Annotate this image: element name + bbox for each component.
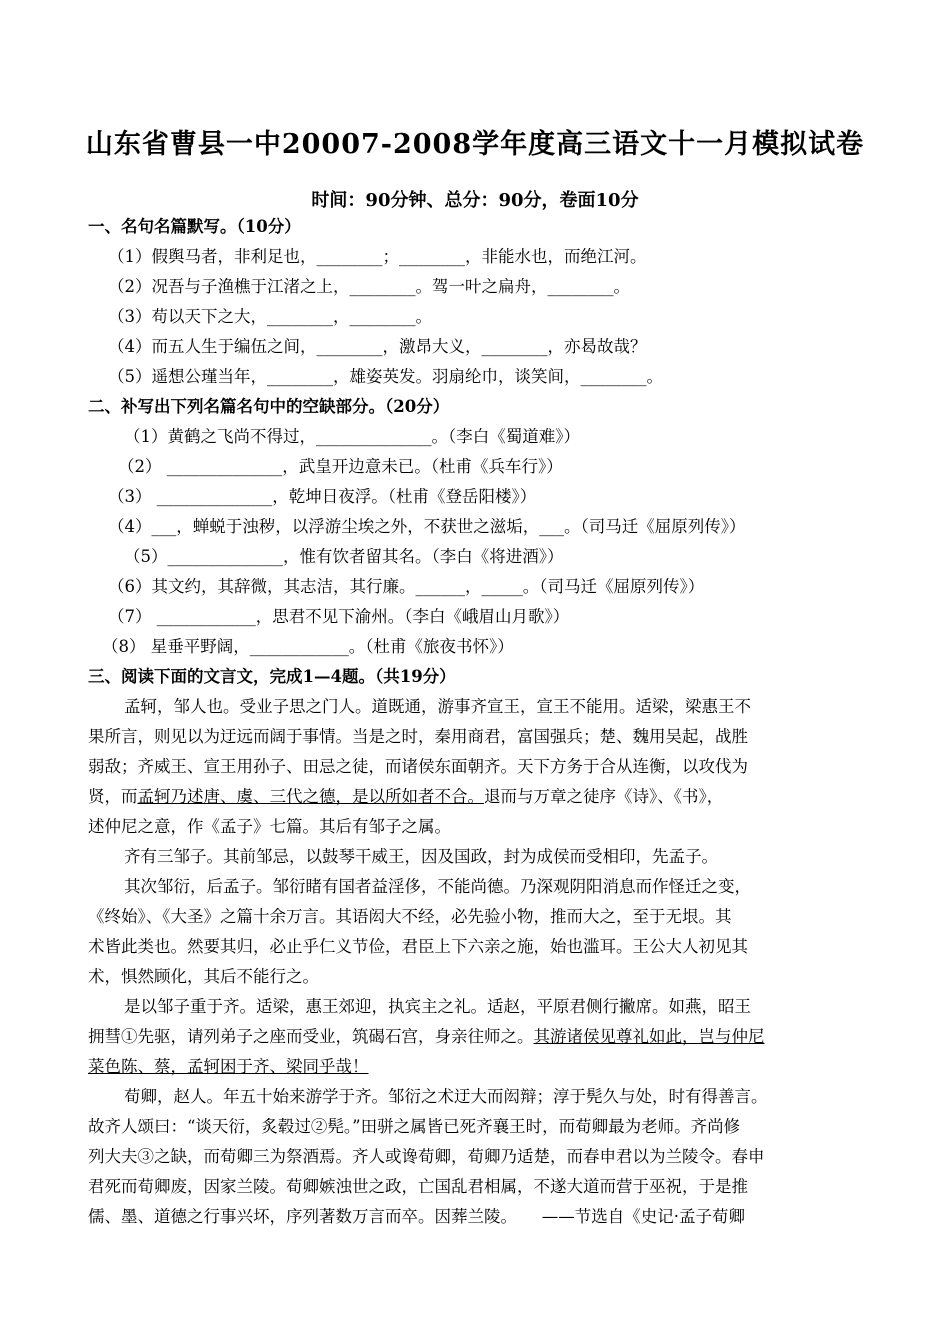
passage-line: 列大夫③之缺，而荀卿三为祭酒焉。齐人或谗荀卿，荀卿乃适楚，而春申君以为兰陵令。春申	[88, 1147, 765, 1166]
section-1-item: （3）苟以天下之大，________，________。	[108, 307, 432, 326]
section-2-heading: 二、补写出下列名篇名句中的空缺部分。（20分）	[88, 397, 450, 416]
passage-line: 君死而荀卿废，因家兰陵。荀卿嫉浊世之政，亡国乱君相属，不遂大道而营于巫祝，于是推	[88, 1177, 748, 1196]
section-3-heading: 三、阅读下面的文言文，完成1—4题。（共19分）	[88, 667, 456, 686]
passage-text: 贤，而	[88, 787, 138, 806]
passage-line	[88, 786, 723, 808]
exam-info: 时间：90分钟、总分：90分，卷面10分	[311, 190, 639, 211]
passage-line: 术皆此类也。然要其归，必止乎仁义节俭，君臣上下六亲之施，始也滥耳。王公大人初见其	[88, 937, 748, 956]
passage-line: 是以邹子重于齐。适梁，惠王郊迎，执宾主之礼。适赵，平原君侧行撇席。如燕，昭王	[124, 997, 751, 1016]
section-2-item: （6）其文约，其辞微，其志洁，其行廉。______，_____。（司马迁《屈原列传》）	[108, 577, 705, 596]
page-title: 山东省曹县一中20007-2008学年度高三语文十一月模拟试卷	[85, 129, 865, 160]
section-2-item: （8） 星垂平野阔，____________。（杜甫《旅夜书怀》）	[102, 637, 514, 656]
section-2-item: （2） ______________，武皇开边意未已。（杜甫《兵车行》）	[118, 457, 563, 476]
passage-line: 孟轲，邹人也。受业子思之门人。道既通，游事齐宣王，宣王不能用。适梁，梁惠王不	[124, 697, 751, 716]
underlined-sentence: 孟轲乃述唐、虞、三代之德，是以所如者不合。	[137, 787, 484, 806]
passage-line: 《终始》、《大圣》之篇十余万言。其语闳大不经，必先验小物，推而大之，至于无垠。其	[88, 907, 732, 926]
section-2-item: （7） ____________，思君不见下渝州。（李白《峨眉山月歌》）	[108, 607, 570, 626]
passage-line: 果所言，则见以为迂远而阔于事情。当是之时，秦用商君，富国强兵；楚、魏用吴起，战胜	[88, 727, 748, 746]
section-2-item: （1）黄鹤之飞尚不得过，______________。（李白《蜀道难》）	[124, 427, 580, 446]
passage-line	[88, 1026, 765, 1048]
section-2-item: （5）______________，惟有饮者留其名。（李白《将进酒》）	[124, 547, 564, 566]
passage-line: 其次邹衍，后孟子。邹衍睹有国者益淫侈，不能尚德。乃深观阴阳消息而作怪迁之变，	[124, 877, 751, 896]
passage-line: 故齐人颂曰：“谈天衍，炙毂过②髡。”田骈之属皆已死齐襄王时，而荀卿最为老师。齐尚修	[88, 1117, 741, 1136]
underlined-sentence: 其游诸侯见尊礼如此，岂与仲尼	[533, 1027, 765, 1046]
section-1-item: （2）况吾与子渔樵于江渚之上，________。驾一叶之扁舟，________。	[108, 277, 630, 296]
passage-line: 术，惧然顾化，其后不能行之。	[88, 967, 319, 986]
passage-text: 拥彗①先驱，请列弟子之座而受业，筑碣石宫，身亲往师之。	[88, 1027, 534, 1046]
passage-line: 述仲尼之意，作《孟子》七篇。其后有邹子之属。	[88, 817, 451, 836]
passage-text: 退而与万章之徒序《诗》、《书》，	[484, 787, 724, 806]
passage-line: 齐有三邹子。其前邹忌，以鼓琴干威王，因及国政，封为成侯而受相印，先孟子。	[124, 847, 718, 866]
section-1-item: （1）假舆马者，非利足也，________；________，非能水也，而绝江河。	[108, 247, 647, 266]
section-2-item: （4）___，蝉蜕于浊秽，以浮游尘埃之外，不获世之滋垢，___。（司马迁《屈原列传》）	[108, 517, 746, 536]
section-2-item: （3） ______________，乾坤日夜浮。（杜甫《登岳阳楼》）	[108, 487, 537, 506]
passage-line: 儒、墨、道德之行事兴坏，序列著数万言而卒。因葬兰陵。 ——节选自《史记·孟子荀卿	[88, 1207, 745, 1226]
underlined-sentence: 菜色陈、蔡，孟轲困于齐、梁同乎哉！	[88, 1057, 369, 1076]
section-1-item: （4）而五人生于编伍之间，________，激昂大义，________，亦曷故哉？	[108, 337, 647, 356]
passage-line: 弱敌；齐威王、宣王用孙子、田忌之徒，而诸侯东面朝齐。天下方务于合从连衡，以攻伐为	[88, 757, 748, 776]
section-1-heading: 一、名句名篇默写。（10分）	[88, 217, 301, 236]
passage-line: 荀卿，赵人。年五十始来游学于齐。邹衍之术迂大而闳辩；淳于髡久与处，时有得善言。	[124, 1087, 768, 1106]
section-1-item: （5）遥想公瑾当年，________，雄姿英发。羽扇纶巾，谈笑间，________。	[108, 367, 663, 386]
